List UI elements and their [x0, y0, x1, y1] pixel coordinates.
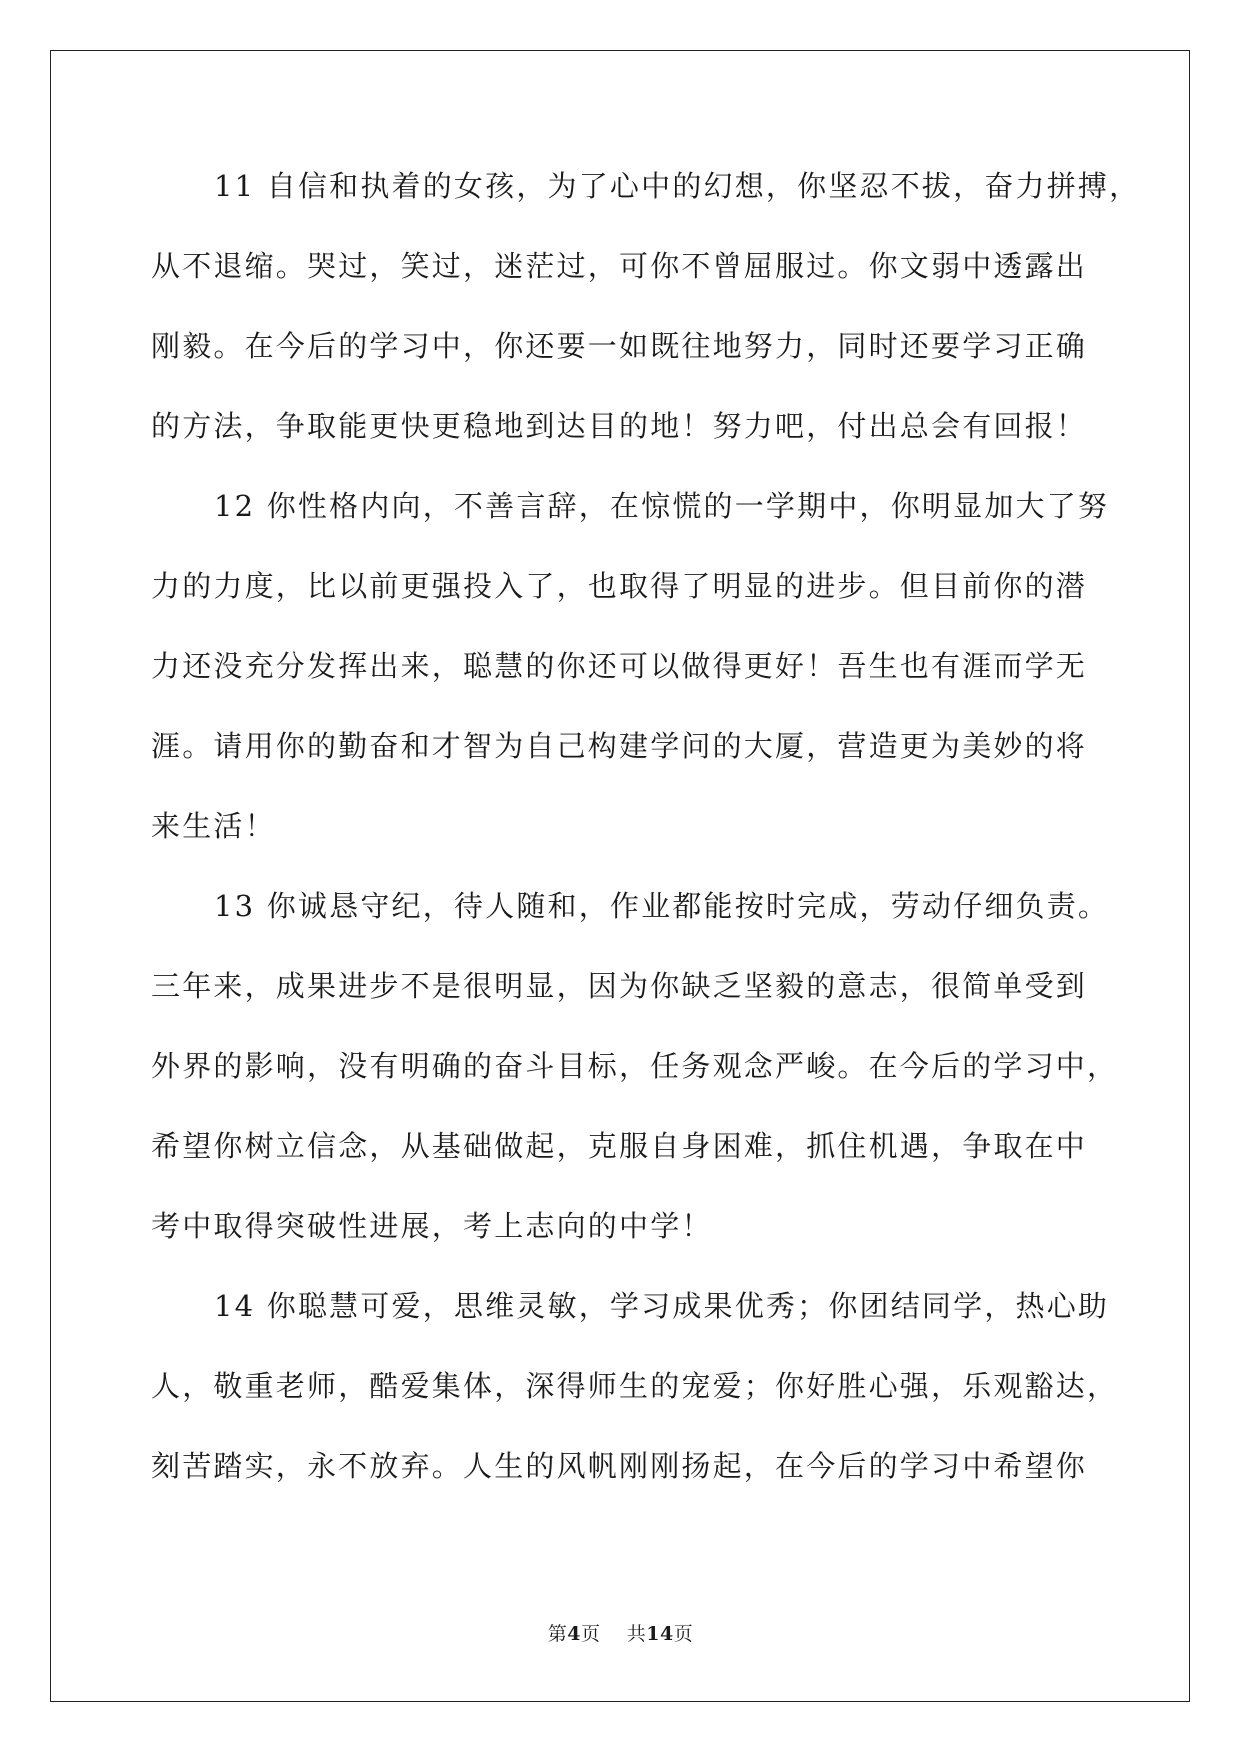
text-line: 12 你性格内向，不善言辞，在惊慌的一学期中，你明显加大了努: [214, 489, 1110, 523]
text-line: 14 你聪慧可爱，思维灵敏，学习成果优秀；你团结同学，热心助: [214, 1289, 1110, 1323]
text-line: 希望你树立信念，从基础做起，克服自身困难，抓住机遇，争取在中: [151, 1129, 1088, 1163]
total-prefix: 共: [626, 1623, 647, 1645]
text-line: 13 你诚恳守纪，待人随和，作业都能按时完成，劳动仔细负责。: [214, 889, 1110, 923]
text-line: 11 自信和执着的女孩，为了心中的幻想，你坚忍不拔，奋力拼搏，: [214, 169, 1141, 203]
text-line: 的方法，争取能更快更稳地到达目的地！努力吧，付出总会有回报！: [151, 409, 1088, 443]
text-line: 力的力度，比以前更强投入了，也取得了明显的进步。但目前你的潜: [151, 569, 1088, 603]
page-prefix: 第: [547, 1623, 568, 1645]
text-line: 从不退缩。哭过，笑过，迷茫过，可你不曾屈服过。你文弱中透露出: [151, 249, 1088, 283]
text-line: 来生活！: [151, 809, 276, 843]
text-line: 人，敬重老师，酷爱集体，深得师生的宠爱；你好胜心强，乐观豁达，: [151, 1369, 1119, 1403]
text-line: 三年来，成果进步不是很明显，因为你缺乏坚毅的意志，很简单受到: [151, 969, 1088, 1003]
text-line: 考中取得突破性进展，考上志向的中学！: [151, 1209, 713, 1243]
text-line: 刻苦踏实，永不放弃。人生的风帆刚刚扬起，在今后的学习中希望你: [151, 1449, 1088, 1483]
text-line: 力还没充分发挥出来，聪慧的你还可以做得更好！吾生也有涯而学无: [151, 649, 1088, 683]
total-suffix: 页: [673, 1623, 694, 1645]
total-pages: 14: [646, 1623, 674, 1645]
page-footer: [0, 1619, 1241, 1646]
text-line: 外界的影响，没有明确的奋斗目标，任务观念严峻。在今后的学习中，: [151, 1049, 1119, 1083]
page-suffix: 页: [581, 1623, 601, 1645]
text-line: 涯。请用你的勤奋和才智为自己构建学问的大厦，营造更为美妙的将: [151, 729, 1088, 763]
text-line: 刚毅。在今后的学习中，你还要一如既往地努力，同时还要学习正确: [151, 329, 1088, 363]
page-number: 4: [567, 1623, 582, 1645]
